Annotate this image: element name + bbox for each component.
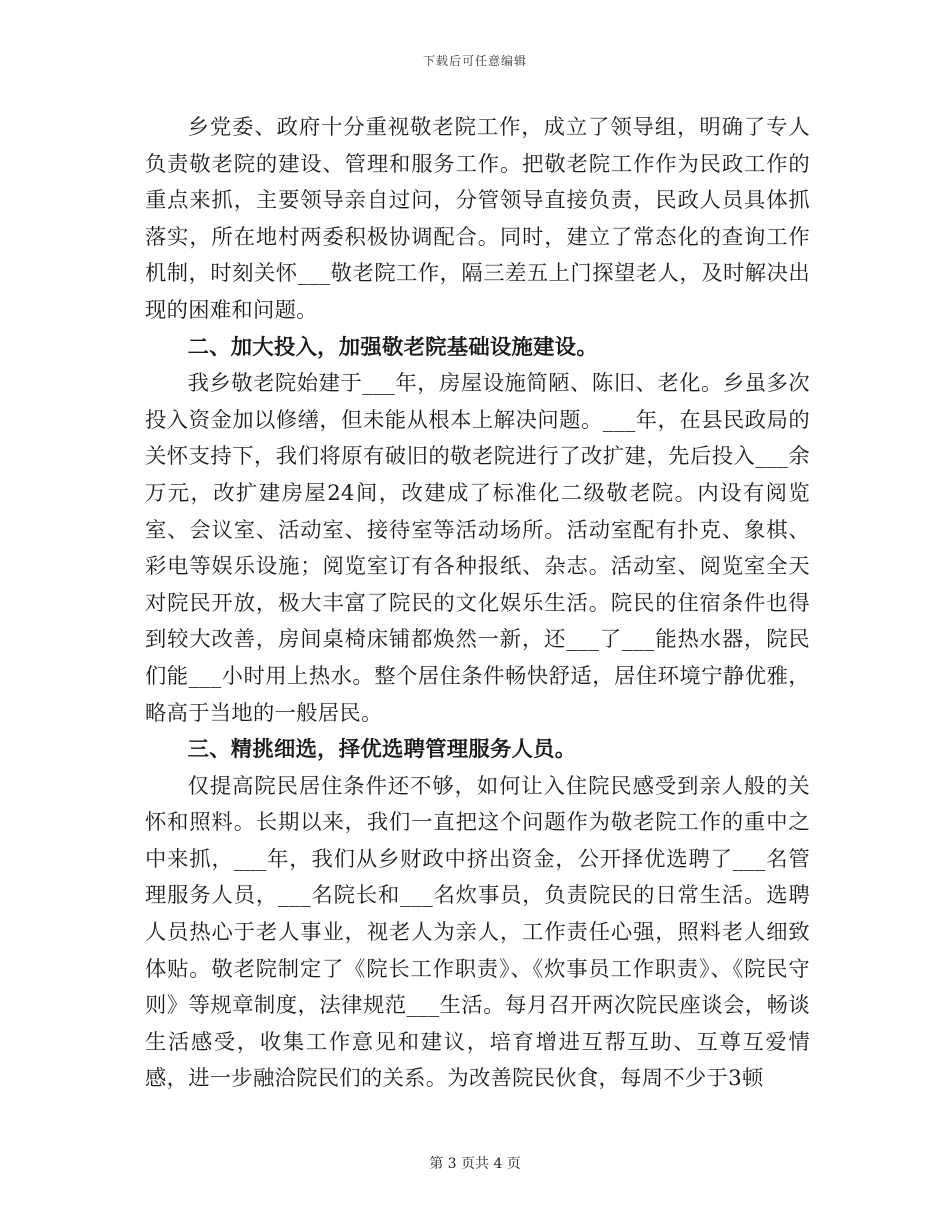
document-body — [145, 110, 810, 1098]
page-footer: 第 3 页共 4 页 — [429, 1156, 521, 1172]
section-heading-investment: 二、加大投入，加强敬老院基础设施建设。 — [187, 334, 598, 360]
paragraph-investment: 我乡敬老院始建于___年，房屋设施简陋、陈旧、老化。乡虽多次投入资金加以修缮，但未能从根本上解决问题。___年，在县民政局的关怀支持下，我们将原有破旧的敬老院进行了改扩建，先后投入___余万元，改扩建房屋24间，改建成了标准化二级敬老院。内设有阅览室、会议室、活动室、接待室等活动场所。活动室配有扑克、象棋、彩电等娱乐设施；阅览室订有各种报纸、杂志。活动室、阅览室全天对院民开放，极大丰富了院民的文化娱乐生活。院民的住宿条件也得到较大改善，房间桌椅床铺都焕然一新，还___了___能热水器，院民们能___小时用上热水。整个居住条件畅快舒适，居住环境宁静优雅，略高于当地的一般居民。 — [145, 371, 810, 726]
page-header: 下载后可任意编辑 — [422, 54, 527, 68]
paragraph-leadership: 乡党委、政府十分重视敬老院工作，成立了领导组，明确了专人负责敬老院的建设、管理和服务工作。把敬老院工作作为民政工作的重点来抓，主要领导亲自过问，分管领导直接负责，民政人员具体抓落实，所在地村两委积极协调配合。同时，建立了常态化的查询工作机制，时刻关怀___敬老院工作，隔三差五上门探望老人，及时解决出现的困难和问题。 — [145, 115, 810, 323]
paragraph-staff: 仅提高院民居住条件还不够，如何让入住院民感受到亲人般的关怀和照料。长期以来，我们一直把这个问题作为敬老院工作的重中之中来抓，___年，我们从乡财政中挤出资金，公开择优选聘了___名管理服务人员，___名院长和___名炊事员，负责院民的日常生活。选聘人员热心于老人事业，视老人为亲人，工作责任心强，照料老人细致体贴。敬老院制定了《院长工作职责》、《炊事员工作职责》、《院民守则》等规章制度，法律规范___生活。每月召开两次院民座谈会，畅谈生活感受，收集工作意见和建议，培育增进互帮互助、互尊互爱情感，进一步融洽院民们的关系。为改善院民伙食，每周不少于3顿 — [145, 773, 810, 1092]
section-heading-staff: 三、精挑细选，择优选聘管理服务人员。 — [187, 737, 577, 763]
